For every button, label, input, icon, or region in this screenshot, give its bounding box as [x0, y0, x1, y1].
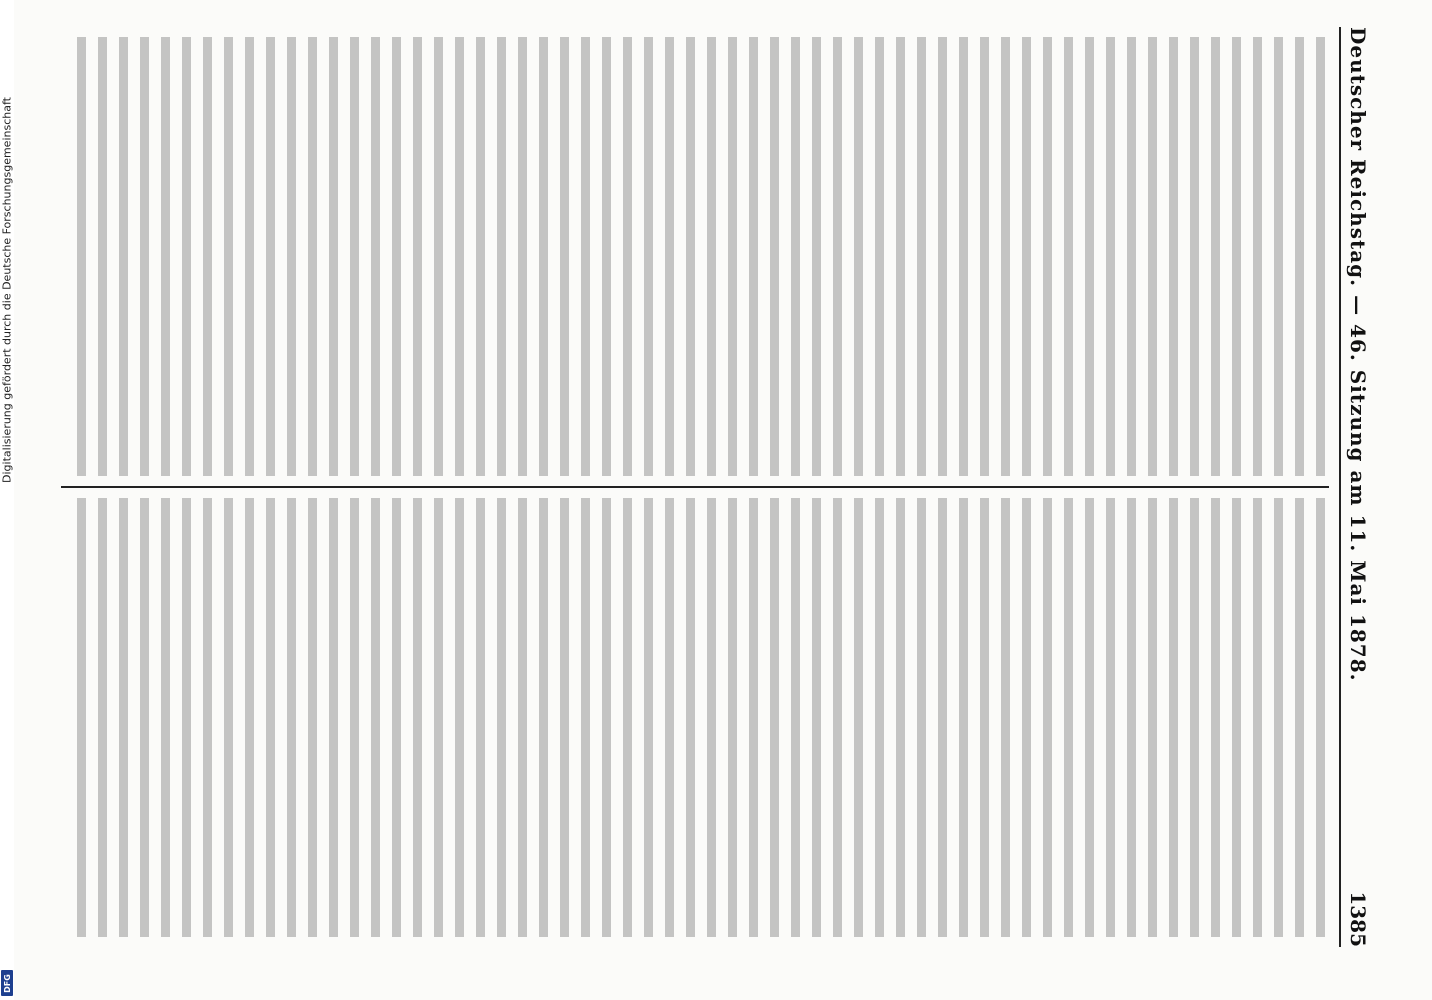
- sidebar-strip: [0, 0, 14, 1000]
- right-column: [61, 488, 1329, 947]
- running-header: [1339, 27, 1375, 947]
- page-number: 1385: [1346, 891, 1370, 947]
- left-column-text-block: [65, 37, 1325, 476]
- funding-credit: Digitalisierung gefördert durch die Deutsche Forschungsgemeinschaft: [0, 97, 14, 483]
- dfg-logo-icon: [1, 970, 13, 996]
- running-title: Deutscher Reichstag. — 46. Sitzung am 11. Mai 1878.: [1346, 27, 1370, 682]
- dfg-logo-label: DFG: [2, 973, 12, 993]
- text-columns: [61, 27, 1329, 947]
- right-column-text-block: [65, 498, 1325, 937]
- printed-page: [45, 7, 1385, 967]
- left-column: [61, 27, 1329, 486]
